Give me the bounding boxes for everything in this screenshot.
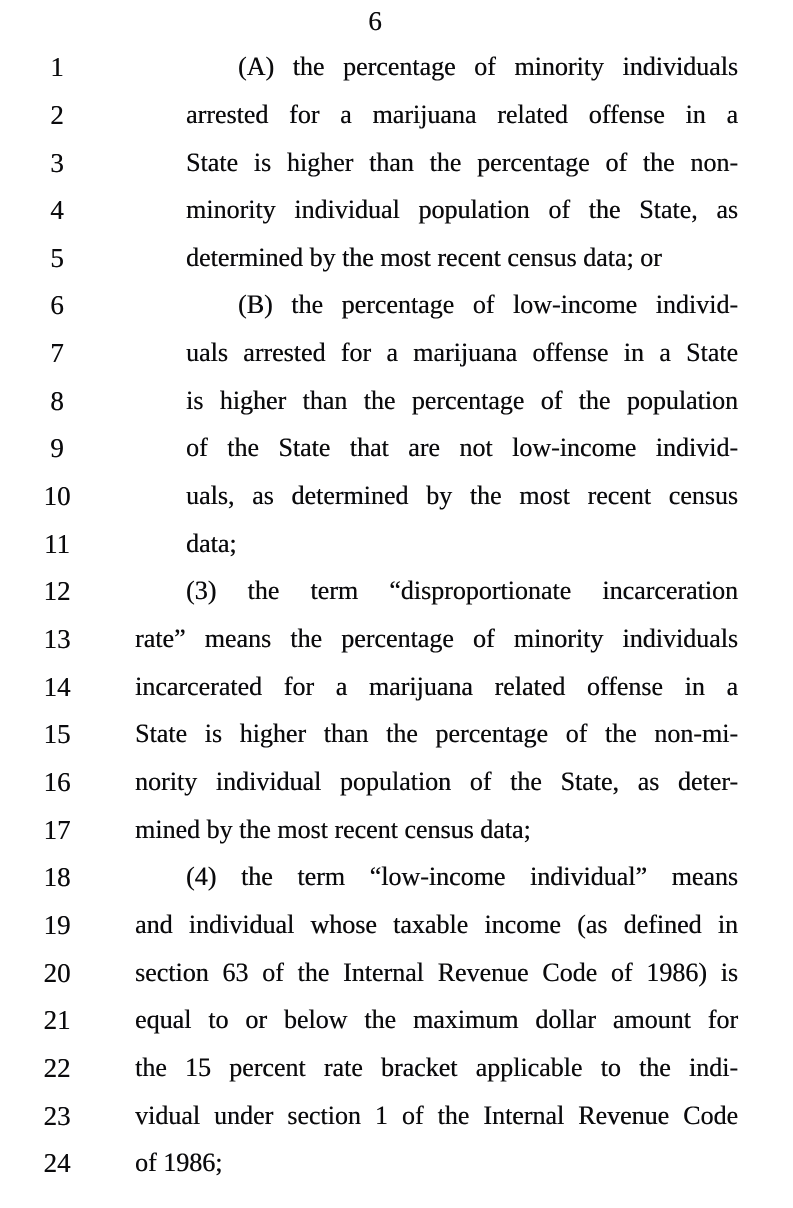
document-line (0, 758, 793, 806)
line-text: State is higher than the percentage of the non- (186, 147, 738, 177)
line-text: (B) the percentage of low-income individ- (238, 290, 738, 320)
document-line (0, 186, 793, 234)
document-line (0, 615, 793, 663)
line-text: nority individual population of the State, as deter- (135, 766, 738, 796)
document-line (0, 806, 793, 854)
document-line (0, 710, 793, 758)
line-number: 12 (43, 576, 71, 607)
line-number: 13 (43, 624, 71, 654)
line-number: 7 (50, 338, 64, 369)
line-number: 8 (50, 385, 64, 416)
document-line (0, 901, 793, 949)
line-text: section 63 of the Internal Revenue Code of 1986) is (135, 957, 738, 987)
line-text: of the State that are not low-income individ- (186, 433, 738, 463)
line-number: 2 (50, 99, 64, 130)
line-number: 6 (50, 290, 64, 321)
line-text: and individual whose taxable income (as defined in (135, 909, 738, 939)
line-number: 11 (44, 528, 70, 559)
line-number: 3 (50, 147, 64, 178)
line-text: mined by the most recent census data; (135, 814, 531, 844)
line-text: rate” means the percentage of minority individuals (135, 624, 738, 653)
document-line (0, 1139, 793, 1187)
document-line (0, 853, 793, 901)
line-number: 15 (43, 719, 71, 750)
document-line (0, 329, 793, 377)
document-line (0, 91, 793, 139)
line-number: 9 (50, 433, 64, 464)
line-text: uals arrested for a marijuana offense in a State (186, 338, 738, 368)
document-line (0, 424, 793, 472)
line-number: 21 (43, 1005, 71, 1036)
document-line (0, 663, 793, 711)
line-number: 16 (43, 766, 71, 797)
line-number: 19 (43, 909, 71, 940)
document-line (0, 43, 793, 91)
line-number: 20 (43, 957, 71, 988)
document-line (0, 281, 793, 329)
document-line (0, 234, 793, 282)
line-number: 23 (43, 1100, 71, 1131)
line-text: uals, as determined by the most recent census (186, 481, 738, 511)
line-text: State is higher than the percentage of the non-mi- (135, 719, 738, 749)
line-number: 22 (43, 1052, 71, 1083)
line-text: (4) the term “low-income individual” means (186, 862, 738, 892)
line-number: 18 (43, 862, 71, 893)
line-text: (3) the term “disproportionate incarceration (186, 576, 738, 606)
line-text: of 1986; (135, 1148, 223, 1178)
line-text: minority individual population of the State, as (186, 195, 738, 225)
document-line (0, 472, 793, 520)
line-number: 10 (43, 481, 71, 512)
document-line (0, 139, 793, 187)
line-text: incarcerated for a marijuana related offense in a (135, 671, 738, 701)
line-number: 14 (43, 671, 71, 702)
line-number: 5 (50, 242, 64, 273)
document-line (0, 567, 793, 615)
document-line (0, 1092, 793, 1140)
line-text: determined by the most recent census data; or (186, 242, 662, 272)
line-number: 1 (50, 52, 64, 83)
line-text: arrested for a marijuana related offense in a (186, 99, 738, 129)
line-text: equal to or below the maximum dollar amount for (135, 1005, 738, 1035)
document-line (0, 949, 793, 997)
line-text: the 15 percent rate bracket applicable to the indi- (135, 1052, 738, 1082)
document-line (0, 520, 793, 568)
document-line (0, 996, 793, 1044)
line-number: 24 (43, 1148, 71, 1179)
page-number: 6 (368, 6, 382, 36)
line-text: vidual under section 1 of the Internal Revenue Code (135, 1100, 738, 1130)
document-line (0, 377, 793, 425)
line-text: data; (186, 528, 237, 558)
line-text: (A) the percentage of minority individuals (238, 52, 738, 82)
document-line (0, 1044, 793, 1092)
line-number: 4 (50, 195, 64, 226)
line-text: is higher than the percentage of the population (186, 385, 738, 415)
line-number: 17 (43, 814, 71, 845)
